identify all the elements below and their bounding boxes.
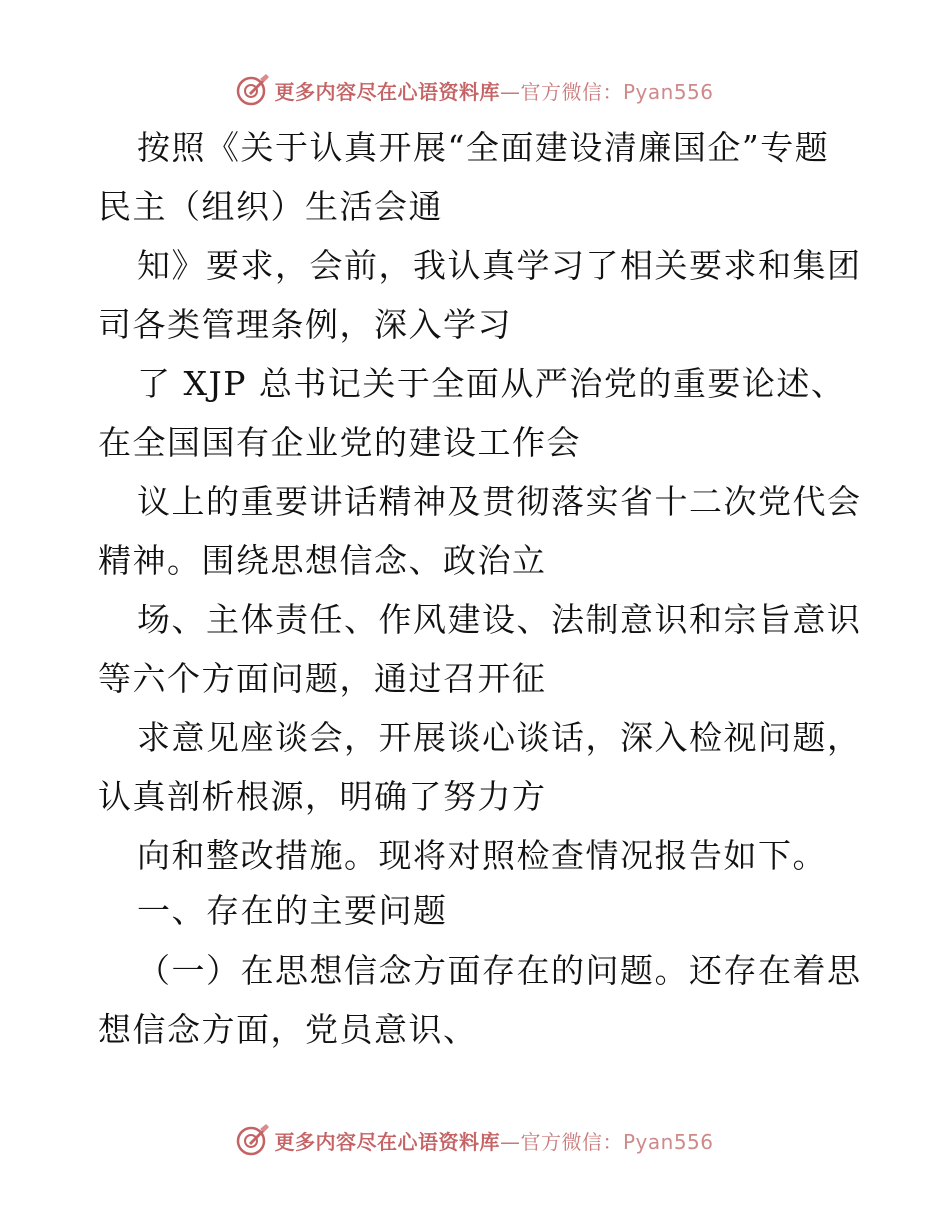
quill-logo-icon bbox=[236, 73, 270, 107]
paragraph-line: 民主（组织）生活会通 bbox=[98, 187, 443, 226]
footer-watermark bbox=[0, 1120, 950, 1160]
paragraph-line: 认真剖析根源，明确了努力方 bbox=[98, 777, 547, 816]
paragraph-line: 在全国国有企业党的建设工作会 bbox=[98, 423, 581, 462]
watermark-brand: 更多内容尽在心语资料库 bbox=[274, 1129, 500, 1154]
paragraph-line: 想信念方面，党员意识、 bbox=[98, 1010, 478, 1049]
watermark-dash: — bbox=[499, 1129, 521, 1154]
watermark-text bbox=[274, 76, 713, 105]
quill-logo-icon bbox=[236, 1123, 270, 1157]
watermark-wechat-label: 官方微信： bbox=[520, 1129, 623, 1154]
paragraph-line: 知》要求，会前，我认真学习了相关要求和集团 bbox=[137, 246, 862, 285]
paragraph-line: 按照《关于认真开展“全面建设清廉国企”专题 bbox=[137, 128, 830, 167]
section-heading: 一、存在的主要问题 bbox=[137, 891, 448, 930]
header-watermark bbox=[0, 70, 950, 110]
paragraph-line: 议上的重要讲话精神及贯彻落实省十二次党代会 bbox=[137, 482, 862, 521]
paragraph-line: 求意见座谈会，开展谈心谈话，深入检视问题， bbox=[137, 718, 862, 757]
watermark-brand: 更多内容尽在心语资料库 bbox=[274, 79, 500, 104]
paragraph-line: 司各类管理条例，深入学习 bbox=[98, 305, 512, 344]
watermark-dash: — bbox=[499, 79, 521, 104]
watermark-wechat-id: Pyan556 bbox=[622, 1129, 714, 1154]
subsection-line: （一）在思想信念方面存在的问题。还存在着思 bbox=[137, 951, 862, 990]
paragraph-line: 向和整改措施。现将对照检查情况报告如下。 bbox=[137, 836, 827, 875]
paragraph-line: 了 XJP 总书记关于全面从严治党的重要论述、 bbox=[137, 364, 846, 403]
paragraph-line: 场、主体责任、作风建设、法制意识和宗旨意识 bbox=[137, 600, 862, 639]
paragraph-line: 等六个方面问题，通过召开征 bbox=[98, 659, 547, 698]
watermark-wechat-label: 官方微信： bbox=[520, 79, 623, 104]
watermark-wechat-id: Pyan556 bbox=[622, 79, 714, 104]
paragraph-line: 精神。围绕思想信念、政治立 bbox=[98, 541, 547, 580]
watermark-text bbox=[274, 1126, 713, 1155]
